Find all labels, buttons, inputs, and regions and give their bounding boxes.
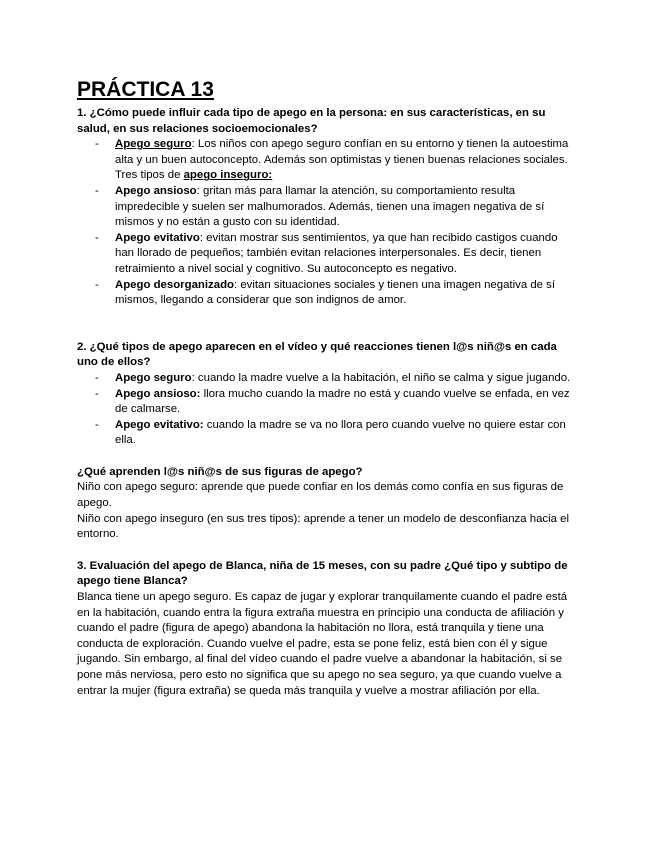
document-page: [77, 78, 577, 699]
list-item: - Apego evitativo: evitan mostrar sus sentimientos, ya que han recibido castigos cuando han llorado de pequeños; también evitan relaciones interpersonales. Es decir, tienen retraimiento a nivel social y cognitivo. Su autoconcepto es negativo.: [95, 231, 558, 275]
term-insecure: apego inseguro:: [183, 169, 273, 182]
list-item: - Apego desorganizado: evitan situaciones sociales y tienen una imagen negativa de sí mismos, llegando a considerar que son indignos de amor.: [95, 278, 556, 307]
answer-2b-2: Niño con apego inseguro (en sus tres tipos): aprende a tener un modelo de desconfianza hacia el entorno.: [77, 512, 570, 541]
list-item: - Apego ansioso: llora mucho cuando la madre no está y cuando vuelve se enfada, en vez de calmarse.: [95, 387, 570, 416]
insecure-intro: Tres tipos de apego inseguro:: [115, 169, 273, 182]
question-1: 1. ¿Cómo puede influir cada tipo de apego en la persona: en sus características, en su salud, en sus relaciones socioemocionales?: [77, 107, 546, 135]
question-2b: ¿Qué aprenden l@s niñ@s de sus figuras de apego?: [77, 465, 363, 478]
list-item: - Apego evitativo: cuando la madre se va no llora pero cuando vuelve no quiere estar con ella.: [95, 418, 566, 447]
question-3: 3. Evaluación del apego de Blanca, niña de 15 meses, con su padre ¿Qué tipo y subtipo de apego tiene Blanca?: [77, 559, 568, 588]
question-2: 2. ¿Qué tipos de apego aparecen en el vídeo y qué reacciones tienen l@s niñ@s en cada uno de ellos?: [77, 340, 557, 369]
q1-list-insecure: [77, 184, 577, 309]
list-item: - Apego seguro: cuando la madre vuelve a la habitación, el niño se calma y sigue jugando.: [95, 371, 571, 384]
term-secure: Apego seguro: [115, 138, 192, 151]
list-item: - Apego seguro: Los niños con apego seguro confían en su entorno y tienen la autoestima alta y un buen autoconcepto. Además son optimistas y tienen buenas relaciones sociales.: [95, 138, 569, 166]
list-item: - Apego ansioso: gritan más para llamar la atención, su comportamiento resulta impredecible y suelen ser malhumorados. Además, tienen una imagen negativa de sí mismos y no están a gusto con su identidad.: [95, 184, 545, 229]
answer-3: Blanca tiene un apego seguro. Es capaz de jugar y explorar tranquilamente cuando el padre está en la habitación, cuando entra la figura extraña muestra en principio una conducta de afiliación y cuando el padre (figura de apego) abandona la habitación no llora, está tranquila y tiene una conducta de exploración. Cuando vuelve el padre, esta se pone feliz, está bien con él y sigue jugando. Sin embargo, al final del vídeo cuando el padre vuelve a abandonar la habitación, si se pone más nerviosa, pero esto no significa que su apego no sea seguro, ya que cuando vuelve a entrar la mujer (figura extraña) se queda más tranquila y vuelve a mostrar afiliación por ella.: [77, 591, 568, 697]
q2-list: [77, 371, 577, 449]
answer-2b-1: Niño con apego seguro: aprende que puede confiar en los demás como confía en sus figuras de apego.: [77, 481, 564, 510]
q1-list: [77, 137, 577, 168]
page-title: PRÁCTICA 13: [77, 78, 214, 101]
